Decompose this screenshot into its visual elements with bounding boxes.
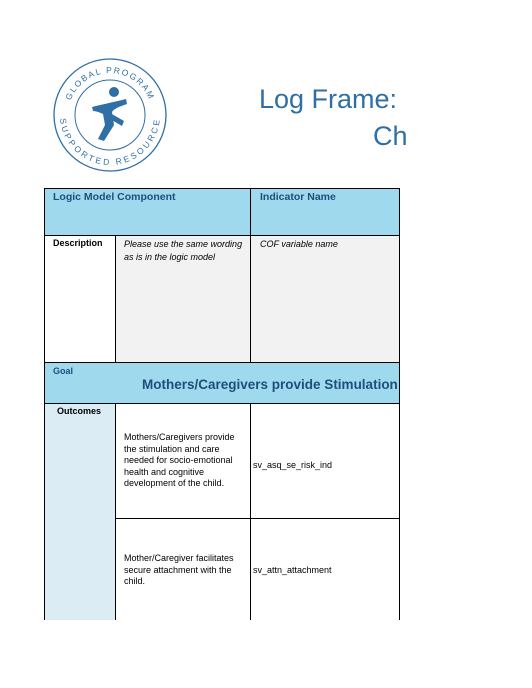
seal-bottom-text: SUPPORTED RESOURCE <box>57 117 163 168</box>
page-title-line2: Ch <box>373 121 408 151</box>
description-label: Description <box>53 238 103 248</box>
outcome-row-1-text: Mothers/Caregivers provide the stimulation and care needed for socio-emotional health and cognitive development of the child. <box>124 432 235 488</box>
seal-top-text: GLOBAL PROGRAM <box>63 64 157 102</box>
header-indicator-name: Indicator Name <box>260 191 336 203</box>
outcomes-label-cell <box>44 403 115 620</box>
description-indicator-hint: COF variable name <box>260 239 338 249</box>
goal-banner <box>115 363 400 403</box>
description-indicator-cell <box>250 236 400 363</box>
goal-label: Goal <box>53 366 74 376</box>
outcome-row-2-indicator: sv_attn_attachment <box>253 565 332 575</box>
outcome-row-2-text: Mother/Caregiver facilitates secure attachment with the child. <box>124 553 234 586</box>
description-component-hint: Please use the same wording as is in the logic model <box>124 239 243 262</box>
person-figure-icon <box>92 87 127 141</box>
header-logic-model-component: Logic Model Component <box>53 191 176 203</box>
outcomes-label: Outcomes <box>57 406 102 416</box>
outcome-row-1-indicator: sv_asq_se_risk_ind <box>253 460 333 470</box>
page-title-line1: Log Frame: <box>259 84 398 114</box>
global-program-seal <box>52 57 168 173</box>
svg-text:GLOBAL PROGRAM <box>63 65 157 101</box>
goal-text: Mothers/Caregivers provide Stimulation <box>142 377 398 392</box>
